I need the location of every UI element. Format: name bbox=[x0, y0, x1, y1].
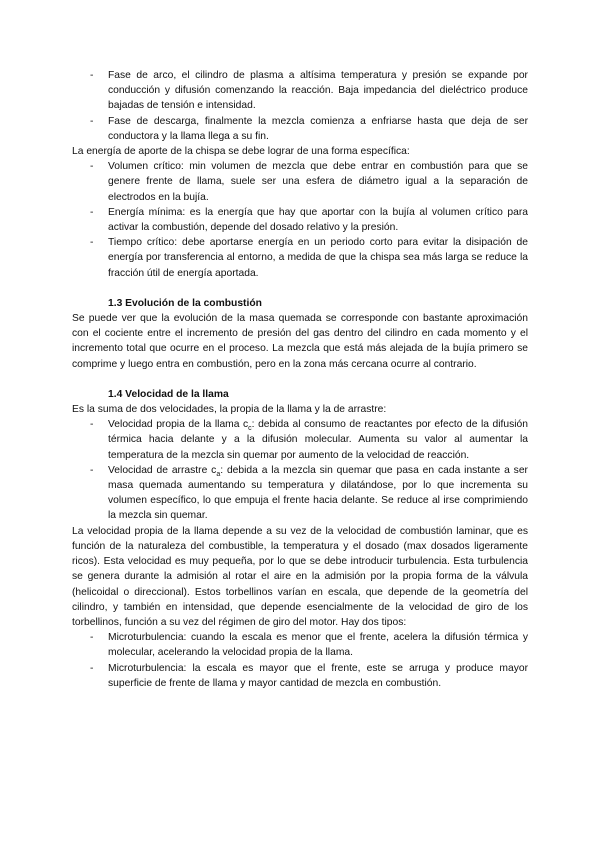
energy-list bbox=[72, 159, 528, 281]
list-item: - Microturbulencia: cuando la escala es menor que el frente, acelera la difusión térmica y molecular, acelerando la velocidad propia de la llama. bbox=[108, 630, 528, 660]
list-item: - Fase de descarga, finalmente la mezcla comienza a enfriarse hasta que deja de ser conductora y la llama llega a su fin. bbox=[108, 114, 528, 144]
section-body: Se puede ver que la evolución de la masa quemada se corresponde con bastante aproximación con el cociente entre el incremento de presión del gas dentro del cilindro en cada momento y el incremento total que ocurre en el proceso. La mezcla que está más alejada de la bujía primero se comprime y luego entra en combustión, pero en la zona más cercana ocurre al contrario. bbox=[72, 313, 528, 370]
turbulence-list bbox=[72, 630, 528, 691]
section-intro: Es la suma de dos velocidades, la propia de la llama y la de arrastre: bbox=[72, 404, 387, 416]
list-item: - Microturbulencia: la escala es mayor que el frente, este se arruga y produce mayor superficie de frente de llama y mayor cantidad de mezcla en combustión. bbox=[108, 661, 528, 691]
velocity-list bbox=[72, 417, 528, 523]
section-body: La velocidad propia de la llama depende a su vez de la velocidad de combustión laminar, que es función de la naturaleza del combustible, la temperatura y el dosado (max dosados ligeramente ricos). Esta velocidad es muy pequeña, por lo que se debe introducir turbulencia. Esta turbulencia se genera durante la admisión al rotar el aire en la admisión por la propia forma de la válvula (helicoidal o direccional). Estos torbellinos varían en escala, que depende de la geometría del cilindro, y también en intensidad, que depende esencialmente de la velocidad de giro de los torbellinos, función a su vez del régimen de giro del motor. Hay dos tipos: bbox=[72, 525, 528, 628]
list-item: - Volumen crítico: min volumen de mezcla que debe entrar en combustión para que se genere frente de llama, suele ser una esfera de diámetro igual a la separación de electrodos en la bujía. bbox=[108, 159, 528, 205]
energy-intro: La energía de aporte de la chispa se debe lograr de una forma específica: bbox=[72, 146, 410, 158]
intro-list bbox=[72, 68, 528, 144]
list-item: - Energía mínima: es la energía que hay que aportar con la bujía al volumen crítico para activar la combustión, depende del dosado relativo y la presión. bbox=[108, 205, 528, 235]
section-heading: 1.4 Velocidad de la llama bbox=[108, 388, 229, 400]
list-item: - Tiempo crítico: debe aportarse energía en un periodo corto para evitar la disipación de energía por transferencia al entorno, a medida de que la chispa sea más larga se reduce la fracción útil de energía aportada. bbox=[108, 235, 528, 281]
list-item: - Velocidad propia de la llama $c_c$: debida al consumo de reactantes por efecto de la difusión térmica hacia delante y a la difusión molecular. Aumenta su valor al aumentar la temperatura de la mezcla sin quemar por aumento de la velocidad de reacción. bbox=[108, 417, 528, 463]
list-item: - Fase de arco, el cilindro de plasma a altísima temperatura y presión se expande por conducción y difusión comenzando la reacción. Baja impedancia del dieléctrico produce bajadas de tensión e intensidad. bbox=[108, 68, 528, 114]
document-page bbox=[72, 68, 528, 691]
section-heading: 1.3 Evolución de la combustión bbox=[108, 297, 262, 309]
list-item: - Velocidad de arrastre $c_a$: debida a la mezcla sin quemar que pasa en cada instante a ser masa quemada aumentando su temperatura y dilatándose, por lo que incrementa su volumen específico, lo que empuja el frente hacia delante. Se reduce al irse comprimiendo la mezcla sin quemar. bbox=[108, 463, 528, 524]
